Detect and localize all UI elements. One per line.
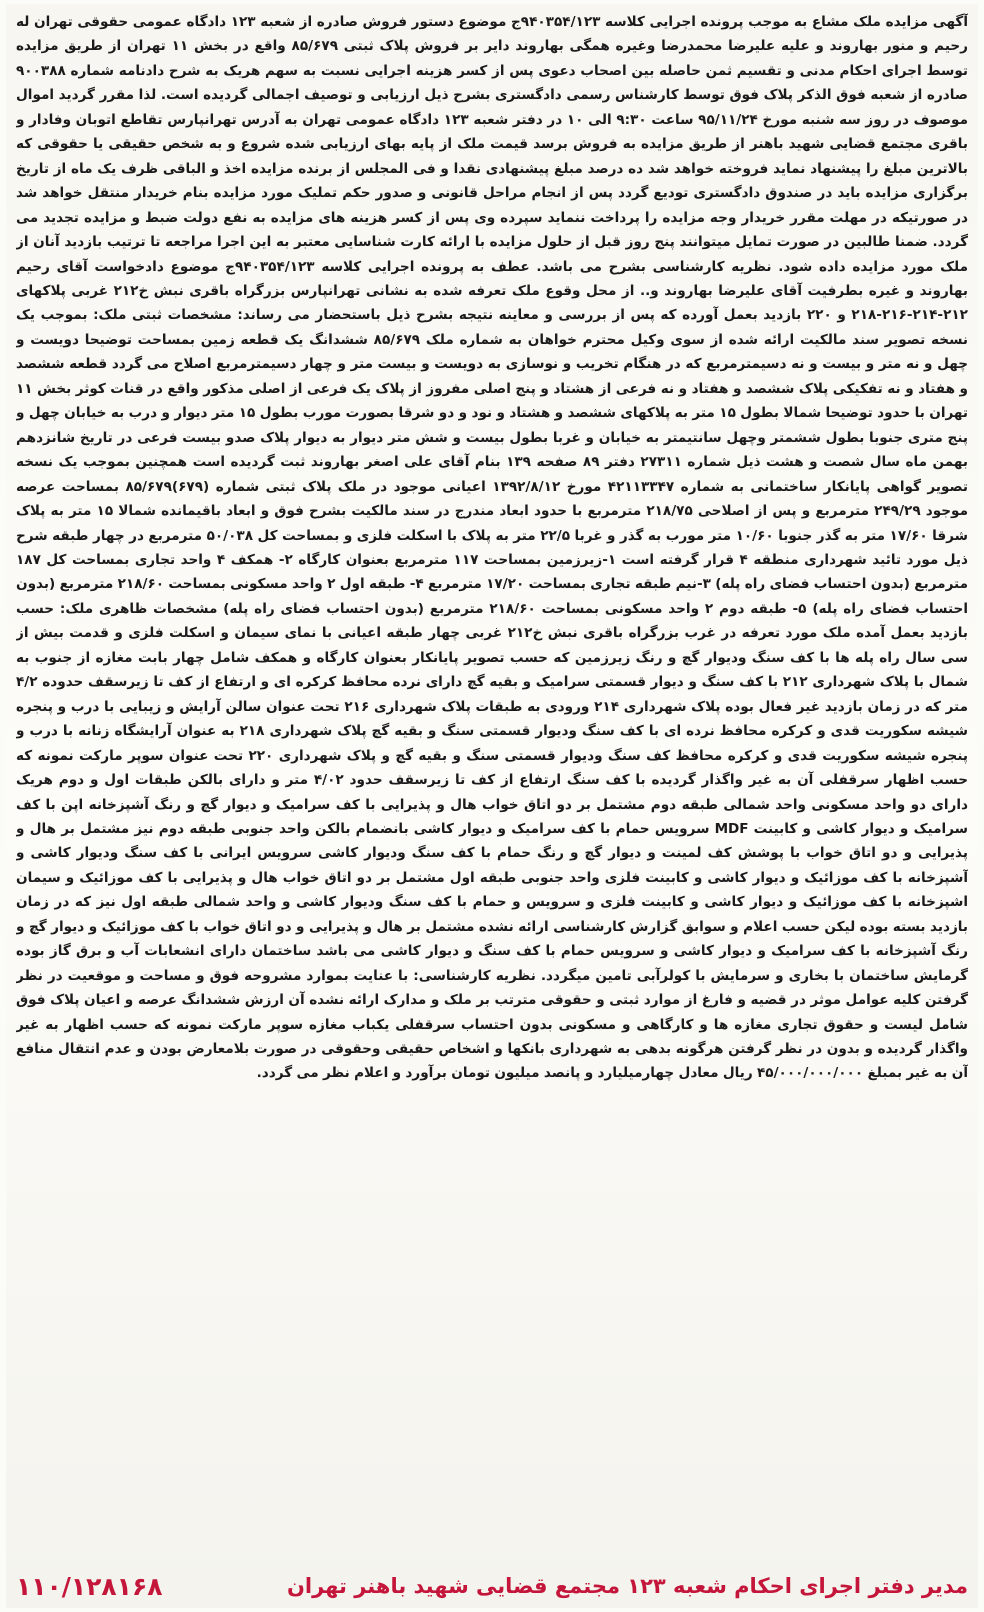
notice-code: ۱۱۰/۱۲۸۱۶۸	[16, 1571, 163, 1601]
notice-body-text: آگهی مزایده ملک مشاع به موجب پرونده اجرایی کلاسه ۹۴۰۳۵۴/۱۲۳ج موضوع دستور فروش صادره از شعبه ۱۲۳ دادگاه عمومی حقوقی تهران له رحیم و منور بهاروند و علیه علیرضا محمدرضا وغیره همگی بهاروند دایر بر فروش پلاک ثبتی ۸۵/۶۷۹ واقع در بخش ۱۱ تهران از طریق مزایده توسط اجرای احکام مدنی و تقسیم ثمن حاصله بین اصحاب دعوی پس از کسر هزینه اجرایی نسبت به سهم هریک به شرح دادنامه شماره ۹۰۰۳۸۸ صادره از شعبه فوق الذکر پلاک فوق توسط کارشناس رسمی دادگستری بشرح ذیل ارزیابی و توصیف اجمالی گردیده است. لذا مقرر گردید اموال موصوف در روز سه شنبه مورخ ۹۵/۱۱/۲۴ ساعت ۹:۳۰ الی ۱۰ در دفتر شعبه ۱۲۳ دادگاه عمومی تهران به آدرس تهرانپارس تقاطع اتوبان وفادار و باقری مجتمع قضایی شهید باهنر از طریق مزایده به فروش برسد قیمت ملک از پایه بهای ارزیابی شده شروع و به شخص حقیقی یا حقوقی که بالاترین مبلغ را پیشنهاد نماید فروخته خواهد شد ده درصد مبلغ پیشنهادی نقدا و فی المجلس از برنده مزایده اخذ و الباقی ظرف یک ماه از تاریخ برگزاری مزایده باید در صندوق دادگستری تودیع گردد پس از انجام مراحل قانونی و صدور حکم تملیک مورد مزایده بنام خریدار منتقل خواهد شد در صورتیکه در مهلت مقرر خریدار وجه مزایده را پرداخت ننماید سپرده وی پس از کسر هزینه های مزایده به نفع دولت ضبط و مزایده تجدید می گردد. ضمنا طالبین در صورت تمایل میتوانند پنج روز قبل از حلول مزایده با ارائه کارت شناسایی معتبر به این اجرا مراجعه تا ترتیب بازدید آنان از ملک مورد مزایده داده شود. نظریه کارشناسی بشرح می باشد. عطف به پرونده اجرایی کلاسه ۹۴۰۳۵۴/۱۲۳ج موضوع دادخواست آقای رحیم بهاروند و غیره بطرفیت آقای علیرضا بهاروند و.. از محل وقوع ملک تعرفه شده به نشانی تهرانپارس بزرگراه باقری نبش خ۲۱۲ غربی پلاکهای ۲۱۲-۲۱۴-۲۱۶-۲۱۸ و ۲۲۰ بازدید بعمل آورده که پس از بررسی و معاینه نتیجه بشرح ذیل باستحضار می رساند: مشخصات ثبتی ملک: بموجب یک نسخه تصویر سند مالکیت ارائه شده از سوی وکیل محترم خواهان به شماره ملک ۸۵/۶۷۹ ششدانگ یک قطعه زمین بمساحت توضیحا دویست و چهل و نه متر و بیست و نه دسیمترمربع که در هنگام تخریب و نوسازی به دویست و بیست متر و چهار دسیمترمربع اصلاح می گردد قطعه ششصد و هفتاد و نه تفکیکی پلاک ششصد و هفتاد و نه فرعی از هشتاد و پنج اصلی مفروز از پلاک یک فرعی از اصلی مذکور واقع در قنات کوثر بخش ۱۱ تهران با حدود توضیحا شمالا بطول ۱۵ متر به پلاکهای ششصد و هشتاد و نود و دو شرقا بصورت مورب بطول ۱۵ متر دیوار و درب به خیابان چهل و پنج متری جنوبا بطول ششمتر وچهل سانتیمتر به خیابان و غربا بطول بیست و شش متر دیوار به دیوار پلاک صدو بیست فرعی در تاریخ شانزدهم بهمن ماه سال شصت و هشت ذیل شماره ۲۷۳۱۱ دفتر ۸۹ صفحه ۱۳۹ بنام آقای علی اصغر بهاروند ثبت گردیده است همچنین بموجب یک نسخه تصویر گواهی پایانکار ساختمانی به شماره ۴۲۱۱۳۳۴۷ مورخ ۱۳۹۲/۸/۱۲ اعیانی موجود در ملک پلاک ثبتی شماره (۶۷۹)۸۵/۶۷۹ بمساحت عرصه موجود ۲۴۹/۲۹ مترمربع و پس از اصلاحی ۲۱۸/۷۵ مترمربع با حدود ابعاد مندرج در سند مالکیت بشرح فوق و ابعاد باقیمانده شمالا ۱۵ متر به پلاک شرقا ۱۷/۶۰ متر به گذر جنوبا ۱۰/۶۰ متر مورب به گذر و غربا ۲۲/۵ متر به پلاک با اسکلت فلزی و بمساحت کل ۵۰/۰۳۸ مترمربع در چهار طبقه شرح ذیل مورد تائید شهرداری منطقه ۴ قرار گرفته است ۱-زیرزمین بمساحت ۱۱۷ مترمربع بعنوان کارگاه ۲- همکف ۴ واحد تجاری بمساحت کل ۱۸۷ مترمربع (بدون احتساب فضای راه پله) ۳-نیم طبقه تجاری بمساحت ۱۷/۲۰ مترمربع ۴- طبقه اول ۲ واحد مسکونی بمساحت ۲۱۸/۶۰ مترمربع (بدون احتساب فضای راه پله) ۵- طبقه دوم ۲ واحد مسکونی بمساحت ۲۱۸/۶۰ مترمربع (بدون احتساب فضای راه پله) مشخصات ظاهری ملک: حسب بازدید بعمل آمده ملک مورد تعرفه در غرب بزرگراه باقری نبش خ۲۱۲ غربی چهار طبقه اعیانی با نمای سیمان و اسکلت فلزی و قدمت بیش از سی سال راه پله ها با کف سنگ ودیوار گچ و رنگ زیرزمین که حسب تصویر پایانکار بعنوان کارگاه و همکف شامل چهار بابت مغازه از جنوب به شمال با پلاک شهرداری ۲۱۲ با کف سنگ و دیوار قسمتی سرامیک و بقیه گچ دارای نرده محافظ کرکره ای و ارتفاع از کف تا زیرسقف حدوده ۴/۲ متر که در زمان بازدید غیر فعال بوده پلاک شهرداری ۲۱۴ ورودی به طبقات پلاک شهرداری ۲۱۶ تحت عنوان سالن آرایش و زیبایی با درب و پنجره شیشه سکوریت قدی و کرکره محافظ نرده ای با کف سنگ ودیوار قسمتی سنگ و بقیه گچ پلاک شهرداری ۲۱۸ به عنوان آرایشگاه زنانه با درب و پنجره شیشه سکوریت قدی و کرکره محافظ کف سنگ ودیوار قسمتی سنگ و بقیه گچ و پلاک شهرداری ۲۲۰ تحت عنوان سوپر مارکت نمونه که حسب اظهار سرقفلی آن به غیر واگذار گردیده با کف سنگ ارتفاع از کف تا زیرسقف حدود ۴/۰۲ متر و دارای بالکن طبقات اول و دوم هریک دارای دو واحد مسکونی واحد شمالی طبقه دوم مشتمل بر دو اتاق خواب هال و پذیرایی با کف سرامیک و دیوار گچ و رنگ آشپزخانه اپن با کف سرامیک و دیوار کاشی و کابینت MDF سرویس حمام با کف سرامیک و دیوار کاشی بانضمام بالکن واحد جنوبی طبقه دوم نیز مشتمل بر هال و پذیرایی و دو اتاق خواب با پوشش کف لمینت و دیوار گچ و رنگ حمام با کف سنگ ودیوار کاشی سرویس ایرانی با کف سنگ ودیوار کاشی و آشپزخانه با کف موزائیک و دیوار کاشی و کابینت فلزی واحد جنوبی طبقه اول مشتمل بر دو اتاق خواب هال و پذیرایی با کف موزائیک و سیمان اشپزخانه با کف موزائیک و دیوار کاشی و کابینت فلزی و سرویس و حمام با کف سنگ ودیوار کاشی و واحد شمالی طبقه اول نیز که در زمان بازدید بسته بوده لیکن حسب اعلام و سوابق گزارش کارشناسی ارائه نشده مشتمل بر هال و پذیرایی و دو اتاق خواب با کف موزائیک و دیوار گچ و رنگ آشپزخانه با کف سرامیک و دیوار کاشی و سرویس حمام با کف سنگ و دیوار کاشی می باشد ساختمان دارای انشعابات آب و برق گاز بوده گرمایش ساختمان با بخاری و سرمایش با کولرآبی تامین میگردد. نظریه کارشناسی: با عنایت بموارد مشروحه فوق و مساحت و موقعیت در نظر گرفتن کلیه عوامل موثر در قضیه و فارغ از موارد ثبتی و حقوقی مترتب بر ملک و مدارک ارائه نشده آن ارزش ششدانگ عرصه و اعیان پلاک فوق شامل لیست و حقوق تجاری مغازه ها و کارگاهی و مسکونی بدون احتساب سرقفلی یکباب مغازه سوپر مارکت نمونه که حسب اظهار به غیر واگذار گردیده و بدون در نظر گرفتن هرگونه بدهی به شهرداری بانکها و اشخاص حقیقی وحقوقی در صورت بلامعارض بودن و عدم انتقال منافع آن به غیر بمبلغ ۴۵/۰۰۰/۰۰۰/۰۰۰ ریال معادل چهارمیلیارد و پانصد میلیون تومان برآورد و اعلام نظر می گردد.	[16, 14, 968, 1082]
notice-signature: مدیر دفتر اجرای احکام شعبه ۱۲۳ مجتمع قضایی شهید باهنر تهران	[287, 1574, 968, 1598]
notice-footer	[16, 1568, 968, 1604]
auction-notice	[6, 4, 978, 1608]
